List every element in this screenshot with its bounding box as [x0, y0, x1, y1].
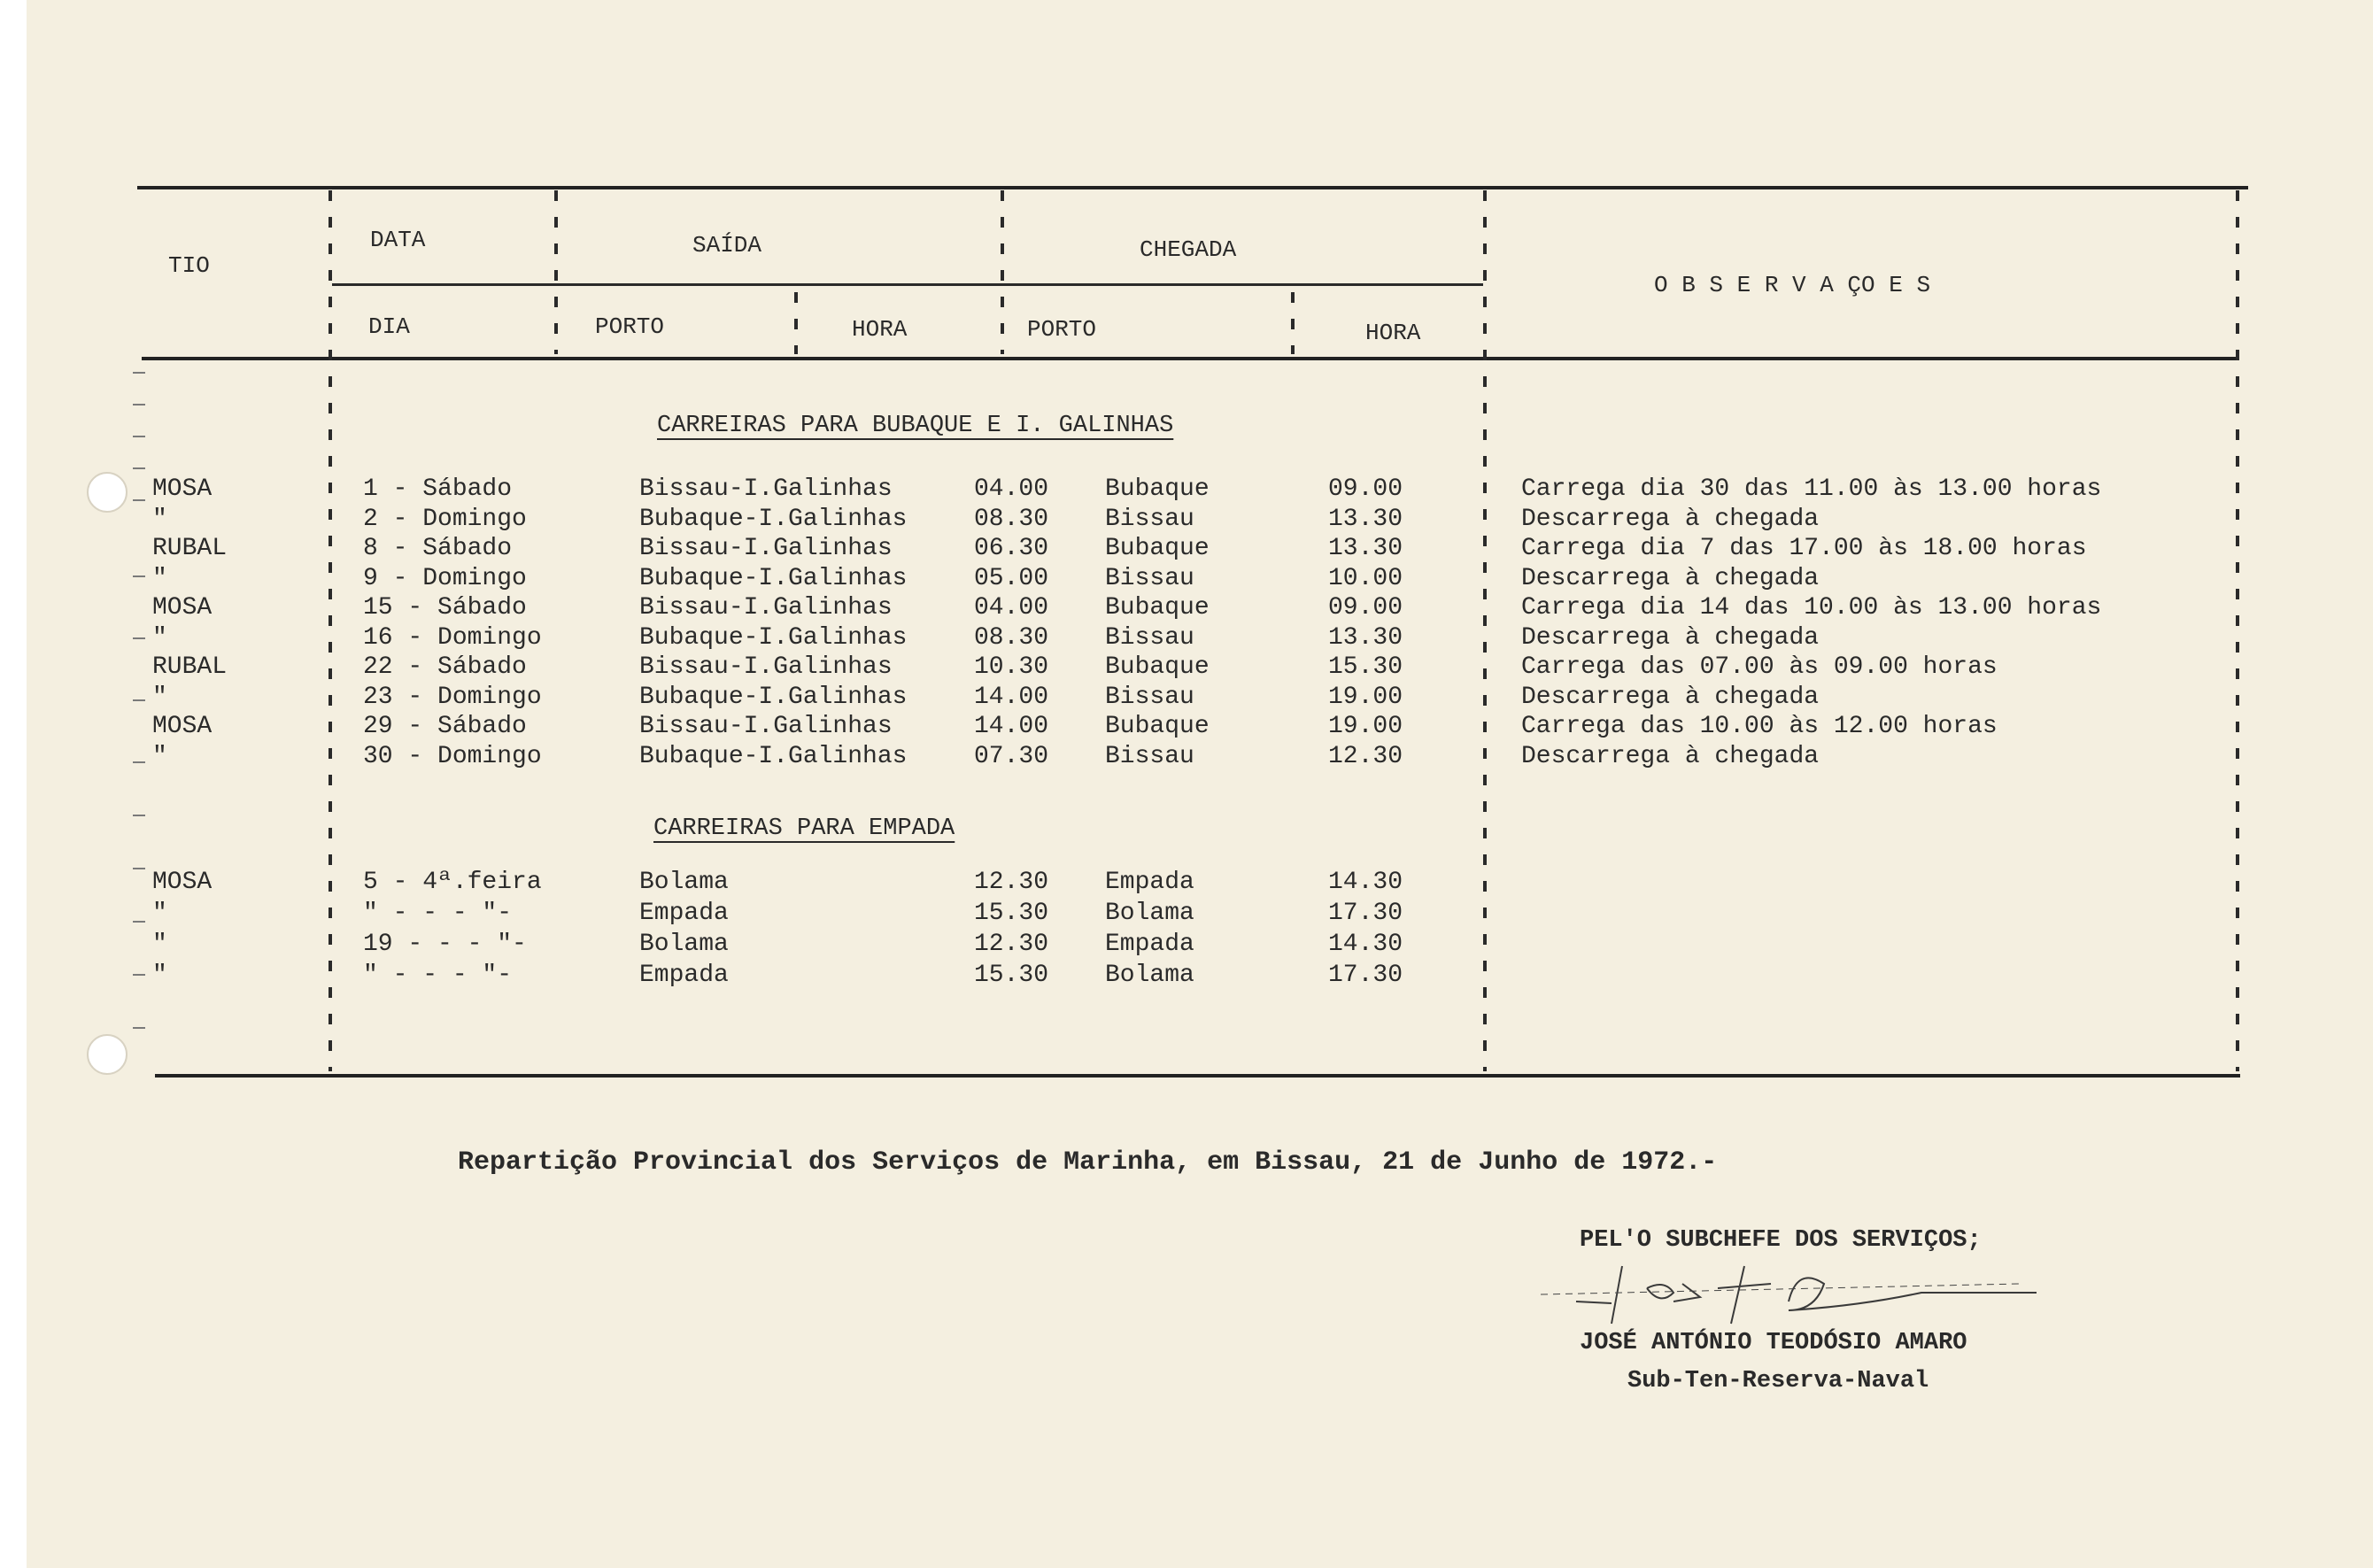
- row-porto-chegada: Empada: [1105, 931, 1194, 958]
- row-porto-saida: Empada: [639, 900, 729, 927]
- column-separator: [1001, 190, 1004, 354]
- row-hora-saida: 14.00: [974, 713, 1049, 740]
- row-ship: ": [152, 683, 167, 711]
- row-porto-chegada: Empada: [1105, 869, 1194, 896]
- row-hora-chegada: 17.30: [1328, 900, 1403, 927]
- row-porto-saida: Bolama: [639, 869, 729, 896]
- row-porto-saida: Bolama: [639, 931, 729, 958]
- header-bottom-rule: [142, 357, 2236, 360]
- row-ship: MOSA: [152, 713, 213, 740]
- row-dia: 1 - Sábado: [363, 475, 513, 503]
- row-hora-saida: 05.00: [974, 564, 1049, 592]
- row-hora-chegada: 09.00: [1328, 594, 1403, 622]
- table-row: [0, 931, 2373, 961]
- row-ship: ": [152, 564, 167, 592]
- table-row: [0, 713, 2373, 743]
- header-data: DATA: [370, 227, 426, 253]
- row-hora-saida: 08.30: [974, 623, 1049, 652]
- row-porto-saida: Bissau-I.Galinhas: [639, 594, 893, 622]
- row-porto-chegada: Bissau: [1105, 505, 1194, 533]
- row-ship: ": [152, 900, 167, 927]
- header-saida: SAÍDA: [692, 232, 762, 259]
- row-hora-chegada: 09.00: [1328, 475, 1403, 503]
- row-porto-saida: Bubaque-I.Galinhas: [639, 742, 908, 770]
- row-porto-chegada: Bubaque: [1105, 535, 1210, 562]
- row-hora-saida: 10.30: [974, 653, 1049, 681]
- row-ship: MOSA: [152, 475, 213, 503]
- table-row: [0, 594, 2373, 624]
- row-hora-saida: 04.00: [974, 475, 1049, 503]
- header-mid-rule: [332, 283, 1483, 286]
- row-porto-chegada: Bolama: [1105, 900, 1194, 927]
- signatory-rank: Sub-Ten-Reserva-Naval: [1627, 1368, 1929, 1394]
- table-row: [0, 565, 2373, 595]
- row-porto-saida: Bissau-I.Galinhas: [639, 713, 893, 740]
- row-dia: 30 - Domingo: [363, 742, 542, 770]
- row-hora-chegada: 15.30: [1328, 653, 1403, 681]
- row-dia: 16 - Domingo: [363, 623, 542, 652]
- table-top-rule: [137, 186, 2248, 189]
- header-chegada: CHEGADA: [1140, 236, 1237, 263]
- row-ship: RUBAL: [152, 653, 228, 681]
- row-dia: 2 - Domingo: [363, 505, 527, 533]
- header-hora-chegada: HORA: [1365, 320, 1421, 346]
- row-porto-chegada: Bubaque: [1105, 653, 1210, 681]
- row-porto-saida: Bissau-I.Galinhas: [639, 475, 893, 503]
- row-hora-saida: 12.30: [974, 869, 1049, 896]
- row-observacao: Descarrega à chegada: [1521, 505, 1820, 533]
- row-porto-saida: Empada: [639, 962, 729, 989]
- row-dia: " - - - "-: [363, 900, 513, 927]
- row-porto-saida: Bubaque-I.Galinhas: [639, 564, 908, 592]
- row-hora-saida: 15.30: [974, 900, 1049, 927]
- row-observacao: Descarrega à chegada: [1521, 623, 1820, 652]
- table-row: [0, 535, 2373, 565]
- row-hora-chegada: 14.30: [1328, 869, 1403, 896]
- row-hora-chegada: 19.00: [1328, 683, 1403, 711]
- column-separator: [794, 292, 798, 354]
- row-ship: ": [152, 505, 167, 533]
- row-hora-chegada: 13.30: [1328, 535, 1403, 562]
- row-porto-chegada: Bissau: [1105, 564, 1194, 592]
- row-observacao: Carrega dia 30 das 11.00 às 13.00 horas: [1521, 475, 2102, 503]
- row-porto-chegada: Bubaque: [1105, 713, 1210, 740]
- row-observacao: Carrega das 07.00 às 09.00 horas: [1521, 653, 1998, 681]
- header-porto-chegada: PORTO: [1027, 316, 1097, 343]
- table-row: [0, 653, 2373, 684]
- row-porto-chegada: Bissau: [1105, 623, 1194, 652]
- row-porto-saida: Bubaque-I.Galinhas: [639, 623, 908, 652]
- row-porto-chegada: Bubaque: [1105, 594, 1210, 622]
- row-observacao: Carrega dia 14 das 10.00 às 13.00 horas: [1521, 594, 2102, 622]
- section-title-bubaque: CARREIRAS PARA BUBAQUE E I. GALINHAS: [657, 413, 1174, 439]
- row-hora-chegada: 14.30: [1328, 931, 1403, 958]
- row-dia: 8 - Sábado: [363, 535, 513, 562]
- table-row: [0, 869, 2373, 899]
- row-hora-chegada: 19.00: [1328, 713, 1403, 740]
- table-row: [0, 475, 2373, 506]
- row-ship: ": [152, 742, 167, 770]
- table-row: [0, 962, 2373, 992]
- footer-line: Repartição Provincial dos Serviços de Marinha, em Bissau, 21 de Junho de 1972.-: [458, 1147, 1718, 1178]
- row-porto-chegada: Bissau: [1105, 742, 1194, 770]
- row-hora-saida: 12.30: [974, 931, 1049, 958]
- row-ship: ": [152, 931, 167, 958]
- row-ship: MOSA: [152, 869, 213, 896]
- row-ship: RUBAL: [152, 535, 228, 562]
- row-porto-saida: Bissau-I.Galinhas: [639, 535, 893, 562]
- row-porto-saida: Bubaque-I.Galinhas: [639, 505, 908, 533]
- signature-for-label: PEL'O SUBCHEFE DOS SERVIÇOS;: [1580, 1227, 1982, 1254]
- row-porto-chegada: Bissau: [1105, 683, 1194, 711]
- row-dia: 5 - 4ª.feira: [363, 869, 542, 896]
- row-dia: " - - - "-: [363, 962, 513, 989]
- row-observacao: Descarrega à chegada: [1521, 683, 1820, 711]
- row-porto-saida: Bubaque-I.Galinhas: [639, 683, 908, 711]
- signatory-name: JOSÉ ANTÓNIO TEODÓSIO AMARO: [1580, 1330, 1967, 1356]
- table-row: [0, 506, 2373, 536]
- table-row: [0, 900, 2373, 930]
- row-dia: 15 - Sábado: [363, 594, 527, 622]
- punch-hole: [87, 1034, 128, 1075]
- row-hora-chegada: 10.00: [1328, 564, 1403, 592]
- row-hora-saida: 08.30: [974, 505, 1049, 533]
- row-observacao: Carrega dia 7 das 17.00 às 18.00 horas: [1521, 535, 2087, 562]
- row-hora-saida: 15.30: [974, 962, 1049, 989]
- column-separator: [554, 190, 558, 354]
- row-porto-chegada: Bubaque: [1105, 475, 1210, 503]
- header-ship: TIO: [168, 252, 210, 279]
- row-hora-saida: 04.00: [974, 594, 1049, 622]
- row-observacao: Carrega das 10.00 às 12.00 horas: [1521, 713, 1998, 740]
- row-porto-saida: Bissau-I.Galinhas: [639, 653, 893, 681]
- row-dia: 29 - Sábado: [363, 713, 527, 740]
- row-ship: ": [152, 623, 167, 652]
- row-dia: 9 - Domingo: [363, 564, 527, 592]
- row-observacao: Descarrega à chegada: [1521, 564, 1820, 592]
- row-hora-chegada: 13.30: [1328, 623, 1403, 652]
- row-dia: 19 - - - "-: [363, 931, 527, 958]
- header-hora-saida: HORA: [852, 316, 908, 343]
- row-observacao: Descarrega à chegada: [1521, 742, 1820, 770]
- header-porto-saida: PORTO: [595, 313, 665, 340]
- table-row: [0, 624, 2373, 654]
- table-bottom-rule: [155, 1074, 2240, 1078]
- header-observacoes: O B S E R V A ÇO E S: [1654, 272, 1931, 298]
- row-porto-chegada: Bolama: [1105, 962, 1194, 989]
- row-dia: 23 - Domingo: [363, 683, 542, 711]
- row-hora-chegada: 13.30: [1328, 505, 1403, 533]
- header-dia: DIA: [368, 313, 410, 340]
- row-hora-chegada: 12.30: [1328, 742, 1403, 770]
- column-separator: [1291, 292, 1295, 354]
- handwritten-signature: [1541, 1248, 2072, 1328]
- row-ship: MOSA: [152, 594, 213, 622]
- row-dia: 22 - Sábado: [363, 653, 527, 681]
- row-hora-chegada: 17.30: [1328, 962, 1403, 989]
- scan-edge: [0, 0, 27, 1568]
- row-ship: ": [152, 962, 167, 989]
- row-hora-saida: 07.30: [974, 742, 1049, 770]
- table-row: [0, 743, 2373, 773]
- row-hora-saida: 14.00: [974, 683, 1049, 711]
- table-row: [0, 684, 2373, 714]
- section-title-empada: CARREIRAS PARA EMPADA: [653, 815, 955, 842]
- row-hora-saida: 06.30: [974, 535, 1049, 562]
